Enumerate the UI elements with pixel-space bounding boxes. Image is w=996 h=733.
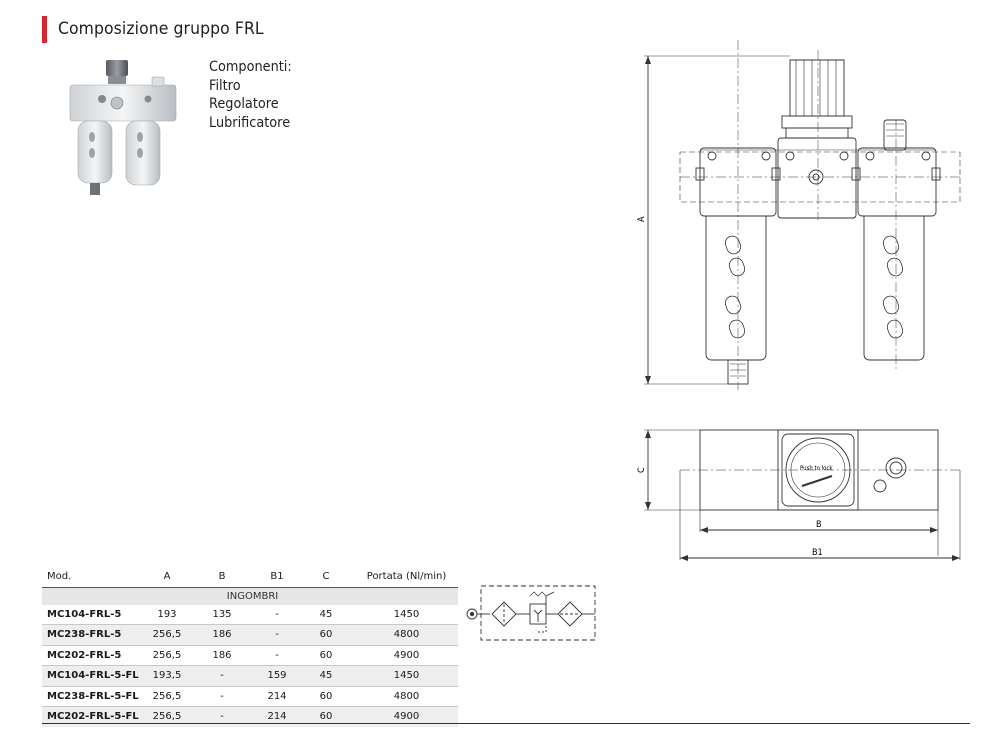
dimension-c-label: C xyxy=(637,467,647,473)
table-row xyxy=(42,605,458,625)
column-header: B xyxy=(187,567,257,587)
table-cell: 1450 xyxy=(355,605,458,625)
table-cell: 193 xyxy=(147,605,187,625)
table-cell: 186 xyxy=(187,645,257,666)
table-cell: 60 xyxy=(297,686,355,707)
component-item: Filtro xyxy=(209,77,241,94)
table-cell: 214 xyxy=(257,707,297,727)
title-accent-bar xyxy=(42,16,47,43)
column-header: B1 xyxy=(257,567,297,587)
column-header: Portata (Nl/min) xyxy=(355,567,458,587)
table-cell: 60 xyxy=(297,645,355,666)
table-cell: 214 xyxy=(257,686,297,707)
bottom-divider xyxy=(42,723,970,724)
page-title: Composizione gruppo FRL xyxy=(58,19,264,39)
table-row xyxy=(42,625,458,646)
push-to-lock-label: Push to lock xyxy=(800,465,833,472)
table-caption: INGOMBRI xyxy=(42,587,458,605)
table-row xyxy=(42,645,458,666)
table-cell: 159 xyxy=(257,666,297,687)
table-cell: 1450 xyxy=(355,666,458,687)
dimension-a-label: A xyxy=(637,216,647,222)
table-cell: 186 xyxy=(187,625,257,646)
table-cell: MC238-FRL-5 xyxy=(42,625,147,646)
table-cell: MC238-FRL-5-FL xyxy=(42,686,147,707)
table-cell: 45 xyxy=(297,666,355,687)
table-cell: - xyxy=(257,645,297,666)
table-cell: 256,5 xyxy=(147,707,187,727)
table-cell: MC104-FRL-5 xyxy=(42,605,147,625)
table-cell: 4900 xyxy=(355,707,458,727)
table-row xyxy=(42,666,458,687)
frl-product-photo xyxy=(62,55,182,205)
table-cell: 256,5 xyxy=(147,686,187,707)
table-row xyxy=(42,686,458,707)
table-cell: 4800 xyxy=(355,686,458,707)
table-cell: MC202-FRL-5 xyxy=(42,645,147,666)
table-cell: 60 xyxy=(297,625,355,646)
component-item: Lubrificatore xyxy=(209,114,291,131)
table-cell: 4800 xyxy=(355,625,458,646)
table-cell: - xyxy=(257,605,297,625)
components-list xyxy=(209,58,292,132)
column-header: C xyxy=(297,567,355,587)
table-cell: MC104-FRL-5-FL xyxy=(42,666,147,687)
dimension-b-label: B xyxy=(816,520,822,530)
table-cell: 193,5 xyxy=(147,666,187,687)
table-cell: 135 xyxy=(187,605,257,625)
components-heading: Componenti: xyxy=(209,59,292,75)
dimensions-table xyxy=(42,567,458,727)
column-header: A xyxy=(147,567,187,587)
technical-drawing xyxy=(620,40,980,570)
table-cell: 45 xyxy=(297,605,355,625)
dimension-b1-label: B1 xyxy=(812,548,823,558)
table-cell: - xyxy=(187,707,257,727)
table-cell: MC202-FRL-5-FL xyxy=(42,707,147,727)
table-cell: 60 xyxy=(297,707,355,727)
table-cell: 256,5 xyxy=(147,625,187,646)
column-header: Mod. xyxy=(42,567,147,587)
component-item: Regolatore xyxy=(209,96,279,112)
table-cell: 256,5 xyxy=(147,645,187,666)
table-cell: - xyxy=(257,625,297,646)
table-cell: - xyxy=(187,666,257,687)
pneumatic-symbol xyxy=(464,584,600,644)
table-cell: 4900 xyxy=(355,645,458,666)
table-cell: - xyxy=(187,686,257,707)
